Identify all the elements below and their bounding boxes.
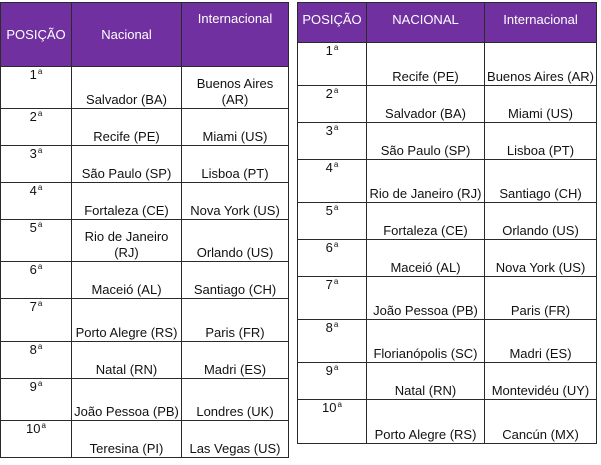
international-city-cell: Madri (ES) bbox=[182, 342, 289, 379]
national-city-cell: Rio de Janeiro (RJ) bbox=[72, 220, 182, 262]
ordinal-indicator: a bbox=[37, 67, 43, 76]
national-city-cell: João Pessoa (PB) bbox=[367, 277, 485, 320]
position-number: 6 bbox=[325, 240, 333, 255]
international-city-cell: Paris (FR) bbox=[485, 277, 597, 320]
ordinal-indicator: a bbox=[333, 86, 339, 95]
position-cell bbox=[298, 123, 367, 160]
table-row bbox=[298, 277, 597, 320]
ordinal-indicator: a bbox=[337, 400, 342, 409]
position-number: 1 bbox=[29, 67, 37, 82]
ordinal-indicator: a bbox=[37, 146, 43, 155]
table-row bbox=[298, 203, 597, 240]
table-row bbox=[1, 262, 289, 299]
table-row bbox=[298, 123, 597, 160]
position-cell bbox=[1, 262, 72, 299]
international-city-cell: Miami (US) bbox=[485, 86, 597, 123]
position-cell bbox=[1, 146, 72, 183]
ordinal-indicator: a bbox=[37, 220, 43, 229]
header-national: NACIONAL bbox=[367, 3, 485, 43]
position-number: 8 bbox=[325, 320, 333, 335]
ordinal-indicator: a bbox=[37, 262, 43, 271]
position-cell bbox=[1, 109, 72, 146]
table-row bbox=[298, 240, 597, 277]
position-number: 9 bbox=[325, 363, 333, 378]
position-number: 6 bbox=[29, 262, 37, 277]
ordinal-indicator: a bbox=[37, 109, 43, 118]
position-cell bbox=[1, 342, 72, 379]
header-position: POSIÇÃO bbox=[298, 3, 367, 43]
international-city-cell: Lisboa (PT) bbox=[182, 146, 289, 183]
table-row bbox=[1, 421, 289, 458]
international-city-cell: Montevidéu (UY) bbox=[485, 363, 597, 400]
ordinal-indicator: a bbox=[333, 240, 339, 249]
position-cell bbox=[298, 203, 367, 240]
header-international: Internacional bbox=[182, 3, 289, 67]
national-city-cell: Fortaleza (CE) bbox=[367, 203, 485, 240]
position-cell bbox=[1, 379, 72, 421]
ordinal-indicator: a bbox=[37, 342, 43, 351]
international-city-cell: Buenos Aires (AR) bbox=[182, 67, 289, 109]
international-city-cell: Santiago (CH) bbox=[485, 160, 597, 203]
ranking-table-right bbox=[297, 2, 597, 444]
ordinal-indicator: a bbox=[37, 183, 43, 192]
position-cell bbox=[1, 299, 72, 342]
ordinal-indicator: a bbox=[333, 320, 339, 329]
position-cell bbox=[1, 421, 72, 458]
national-city-cell: Fortaleza (CE) bbox=[72, 183, 182, 220]
national-city-cell: Natal (RN) bbox=[367, 363, 485, 400]
national-city-cell: Maceió (AL) bbox=[72, 262, 182, 299]
international-city-cell: Cancún (MX) bbox=[485, 400, 597, 444]
position-number: 10 bbox=[26, 421, 41, 436]
international-city-cell: Orlando (US) bbox=[182, 220, 289, 262]
ranking-table-left bbox=[0, 2, 289, 458]
position-cell bbox=[1, 220, 72, 262]
international-city-cell: Paris (FR) bbox=[182, 299, 289, 342]
header-row bbox=[298, 3, 597, 43]
header-national: Nacional bbox=[72, 3, 182, 67]
national-city-cell: São Paulo (SP) bbox=[72, 146, 182, 183]
ordinal-indicator: a bbox=[37, 379, 43, 388]
national-city-cell: Teresina (PI) bbox=[72, 421, 182, 458]
position-cell bbox=[298, 86, 367, 123]
header-international: Internacional bbox=[485, 3, 597, 43]
national-city-cell: Maceió (AL) bbox=[367, 240, 485, 277]
table-row bbox=[298, 86, 597, 123]
position-number: 2 bbox=[325, 86, 333, 101]
international-city-cell: Londres (UK) bbox=[182, 379, 289, 421]
national-city-cell: Porto Alegre (RS) bbox=[367, 400, 485, 444]
position-number: 5 bbox=[325, 203, 333, 218]
national-city-cell: Recife (PE) bbox=[367, 43, 485, 86]
ordinal-indicator: a bbox=[333, 160, 339, 169]
position-cell bbox=[298, 43, 367, 86]
national-city-cell: Salvador (BA) bbox=[72, 67, 182, 109]
international-city-cell: Santiago (CH) bbox=[182, 262, 289, 299]
position-number: 4 bbox=[325, 160, 333, 175]
national-city-cell: São Paulo (SP) bbox=[367, 123, 485, 160]
position-number: 4 bbox=[29, 183, 37, 198]
position-number: 3 bbox=[325, 123, 333, 138]
position-cell bbox=[1, 67, 72, 109]
ordinal-indicator: a bbox=[37, 299, 43, 308]
international-city-cell: Nova York (US) bbox=[182, 183, 289, 220]
position-cell bbox=[298, 240, 367, 277]
national-city-cell: Recife (PE) bbox=[72, 109, 182, 146]
ordinal-indicator: a bbox=[41, 421, 46, 430]
national-city-cell: Rio de Janeiro (RJ) bbox=[367, 160, 485, 203]
position-number: 3 bbox=[29, 146, 37, 161]
header-position: POSIÇÃO bbox=[1, 3, 72, 67]
ordinal-indicator: a bbox=[333, 277, 339, 286]
international-city-cell: Nova York (US) bbox=[485, 240, 597, 277]
national-city-cell: Florianópolis (SC) bbox=[367, 320, 485, 363]
position-cell bbox=[298, 320, 367, 363]
table-row bbox=[1, 220, 289, 262]
position-cell bbox=[1, 183, 72, 220]
header-row bbox=[1, 3, 289, 67]
table-row bbox=[1, 379, 289, 421]
position-cell bbox=[298, 363, 367, 400]
table-row bbox=[298, 160, 597, 203]
international-city-cell: Orlando (US) bbox=[485, 203, 597, 240]
table-row bbox=[1, 183, 289, 220]
position-number: 1 bbox=[325, 43, 333, 58]
ordinal-indicator: a bbox=[333, 123, 339, 132]
international-city-cell: Lisboa (PT) bbox=[485, 123, 597, 160]
position-number: 10 bbox=[322, 400, 337, 415]
table-row bbox=[298, 400, 597, 444]
national-city-cell: Porto Alegre (RS) bbox=[72, 299, 182, 342]
position-number: 7 bbox=[29, 299, 37, 314]
position-number: 2 bbox=[29, 109, 37, 124]
position-number: 9 bbox=[29, 379, 37, 394]
ordinal-indicator: a bbox=[333, 203, 339, 212]
ordinal-indicator: a bbox=[333, 43, 339, 52]
international-city-cell: Madri (ES) bbox=[485, 320, 597, 363]
table-row bbox=[1, 342, 289, 379]
position-cell bbox=[298, 160, 367, 203]
ordinal-indicator: a bbox=[333, 363, 339, 372]
table-row bbox=[298, 43, 597, 86]
table-row bbox=[1, 299, 289, 342]
national-city-cell: Natal (RN) bbox=[72, 342, 182, 379]
position-cell bbox=[298, 277, 367, 320]
table-row bbox=[1, 109, 289, 146]
international-city-cell: Las Vegas (US) bbox=[182, 421, 289, 458]
table-row bbox=[298, 363, 597, 400]
international-city-cell: Buenos Aires (AR) bbox=[485, 43, 597, 86]
position-cell bbox=[298, 400, 367, 444]
position-number: 5 bbox=[29, 220, 37, 235]
table-row bbox=[298, 320, 597, 363]
international-city-cell: Miami (US) bbox=[182, 109, 289, 146]
table-row bbox=[1, 146, 289, 183]
position-number: 7 bbox=[325, 277, 333, 292]
national-city-cell: Salvador (BA) bbox=[367, 86, 485, 123]
national-city-cell: João Pessoa (PB) bbox=[72, 379, 182, 421]
table-row bbox=[1, 67, 289, 109]
position-number: 8 bbox=[29, 342, 37, 357]
